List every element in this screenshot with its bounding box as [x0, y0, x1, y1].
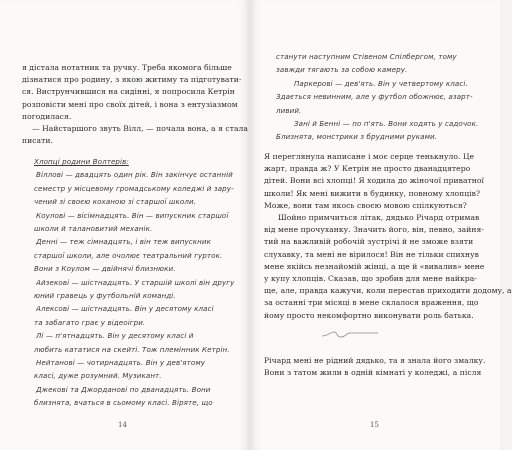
handwritten-line: Алексові — шістнадцять. Він у десятому класі — [36, 304, 214, 314]
text-line: за останні три місяці в мене склалося враження, що — [264, 298, 479, 308]
handwritten-line: школи й талановитий механік. — [34, 224, 153, 233]
handwritten-line: Нейтанові — чотирнадцять. Він у дев'ятому — [36, 358, 206, 367]
handwritten-line: ливий. — [276, 105, 302, 115]
text-line: дітей. Вони всі хлопці! Я ходила до жіночої приватної — [264, 176, 485, 186]
text-line: школи! Як мені вижити в будинку, повному хлопців? — [264, 188, 481, 198]
text-line: розповісти мені про своїх дітей, і вона з ентузіазмом — [22, 99, 238, 109]
handwritten-line: Паркерові — дев'ять. Він у четвертому класі. — [294, 78, 468, 88]
handwritten-line: любить кататися на скейті. Тож племінник Кетрін. — [34, 344, 230, 354]
text-line: йому просто некомфортно виконувати роль батька. — [264, 310, 474, 320]
text-line: Шойно примчиться літак, дядько Річард отримав — [278, 213, 480, 222]
text-line: я дістала нотатник та ручку. Треба якомога більше — [22, 63, 232, 72]
handwritten-line: та забагато грає у відеоігри. — [34, 317, 146, 327]
text-line: Вони з татом жили в одній кімнаті у коледжі, а після — [264, 368, 482, 378]
handwritten-line: Здається невинним, але у футбол обожнює, азарт- — [276, 92, 473, 102]
handwritten-line: Лі — п'ятнадцять. Він у десятому класі й — [36, 331, 194, 341]
text-line: ще, але, правда кажучи, коли перестав приходити додому, а — [264, 286, 512, 296]
text-line: Річард мені не рідний дядько, та я знала його змалку. — [264, 356, 486, 365]
text-line: жарт, правда ж? У Кетрін не просто дванадцятеро — [264, 164, 471, 174]
text-line: дізнатися про родину, з якою житиму та підготувати- — [22, 75, 242, 85]
handwritten-line: чений зі своєю коханою зі старшої школи. — [34, 197, 197, 207]
handwritten-line: Айзекові — шістнадцять. У старшій школі він другу — [36, 277, 235, 287]
right-page — [250, 0, 512, 450]
text-line: від мене прочуханку. Значить його, він, певно, зайня- — [264, 225, 484, 235]
text-line: Може, вони там якось своєю мовою спілкуються? — [264, 200, 467, 210]
handwritten-line: Хлопці родини Волтерів: — [34, 157, 129, 166]
handwritten-line: Зані й Бенні — по п'ять. Вони ходять у садочок. — [294, 119, 479, 128]
handwritten-line: Денні — теж сімнадцять, і він теж випускник — [36, 237, 211, 247]
handwritten-line: старшої школи, але очолює театральний гурток. — [34, 250, 223, 260]
handwritten-line: класі, дуже розумний. Музикант. — [34, 371, 162, 381]
text-line: — Найстаршого звуть Вілл, — почала вона, а я стала — [32, 124, 248, 133]
handwritten-line: Близнята, монстрики з брудними руками. — [276, 132, 438, 142]
handwritten-line: завжди тягають за собою камеру. — [276, 65, 408, 75]
handwritten-line: Коулові — вісімнадцять. Він — випускник старшої — [36, 210, 229, 220]
text-line: у купу хлопців. Сказав, що зробив для мене найкра- — [264, 274, 477, 283]
handwritten-line: Джекові та Джорданові по дванадцять. Вони — [36, 384, 211, 394]
handwritten-line: семестр у місцевому громадському коледжі й зару- — [34, 183, 234, 193]
handwritten-line: станути наступним Стівеном Спілбергом, тому — [276, 52, 457, 61]
text-line: ся. Виструнчившися на сидінні, я попросила Кетрін — [22, 87, 235, 97]
section-divider-ornament — [320, 328, 380, 340]
page-number-left: 14 — [118, 421, 127, 429]
text-line: погодилася. — [22, 111, 72, 121]
handwritten-line: Віллові — двадцять один рік. Він закінчує останній — [36, 170, 233, 180]
handwritten-line: юний гравець у футбольній команді. — [34, 291, 176, 300]
page-number-right: 15 — [370, 421, 379, 429]
text-line: тий на важливій робочій зустрічі й не зможе взяти — [264, 237, 474, 247]
text-line: слухавку, та мені не вірилося! Він не тільки спихнув — [264, 249, 479, 259]
left-page — [0, 0, 250, 450]
handwritten-line: близнята, вчаться в сьомому класі. Віряте, що — [34, 398, 213, 408]
text-line: мене якійсь незнайомій жінці, а ще й «вивалив» мене — [264, 261, 485, 271]
text-line: писати. — [22, 136, 53, 146]
handwritten-line: Вони з Коулом — двійнячі близнюки. — [34, 264, 176, 274]
text-line: Я переглянула написане і моє серце тенькнуло. Це — [264, 152, 475, 161]
